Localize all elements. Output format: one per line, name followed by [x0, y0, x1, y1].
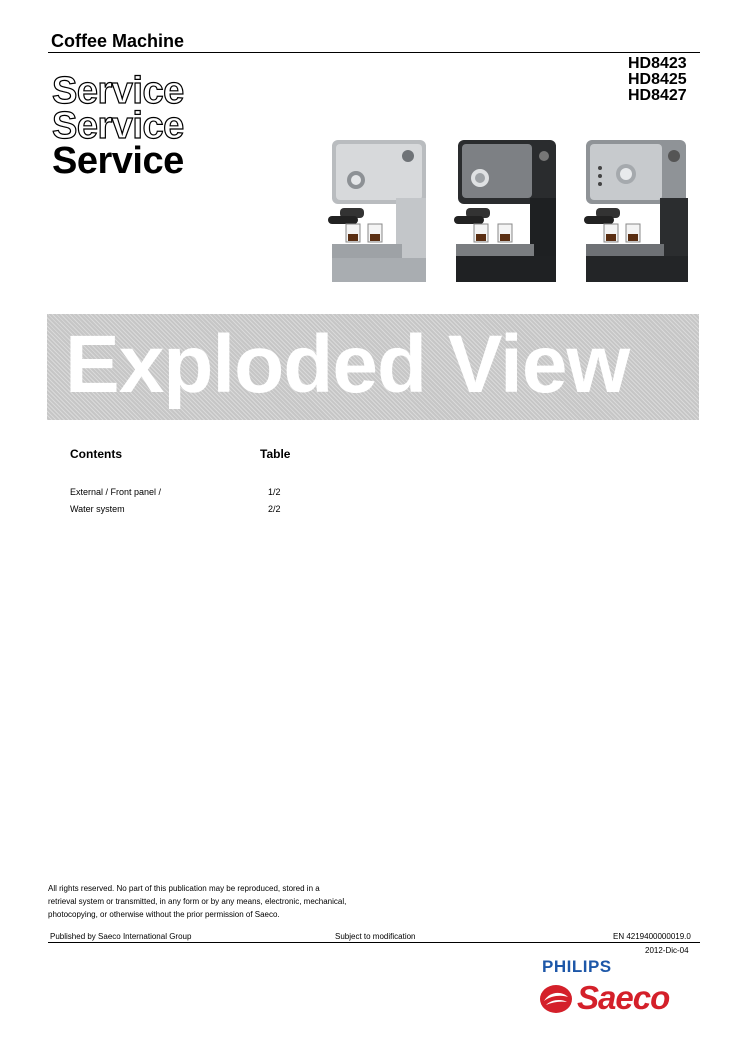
service-heading-outline: Service	[52, 105, 184, 147]
subject-to-modification: Subject to modification	[335, 932, 416, 941]
coffee-machine-steel-image	[580, 134, 702, 286]
rights-notice	[48, 882, 346, 921]
document-code: EN 4219400000019.0	[613, 932, 691, 941]
published-by: Published by Saeco International Group	[50, 932, 192, 941]
coffee-machine-black-image	[448, 134, 570, 286]
model-list	[628, 56, 687, 104]
table-heading: Table	[260, 447, 291, 461]
publication-date: 2012-Dic-04	[645, 946, 689, 955]
philips-logo: PHILIPS	[542, 957, 612, 976]
contents-row-page: 2/2	[268, 504, 281, 514]
footer-divider	[48, 942, 700, 943]
service-heading-outline: Service	[52, 70, 184, 112]
contents-row-label: Water system	[70, 504, 125, 514]
contents-heading: Contents	[70, 447, 122, 461]
header-divider	[48, 52, 700, 53]
model-number: HD8425	[628, 71, 687, 88]
coffee-machine-silver-image	[318, 134, 440, 286]
rights-line: All rights reserved. No part of this publication may be reproduced, stored in a	[48, 884, 320, 893]
contents-row-label: External / Front panel /	[70, 487, 162, 497]
document-title: Coffee Machine	[51, 31, 185, 51]
service-heading: Service	[52, 140, 184, 182]
product-photos	[318, 134, 700, 286]
rights-line: photocopying, or otherwise without the prior permission of Saeco.	[48, 910, 280, 919]
rights-line: retrieval system or transmitted, in any form or by any means, electronic, mechanical,	[48, 897, 347, 906]
saeco-swirl-icon	[538, 983, 574, 1015]
model-number: HD8427	[628, 87, 687, 104]
banner-title: Exploded View	[65, 319, 630, 410]
exploded-view-banner	[47, 314, 699, 420]
saeco-logo	[538, 979, 670, 1020]
model-number: HD8423	[628, 55, 687, 72]
contents-row-page: 1/2	[268, 487, 281, 497]
saeco-wordmark: Saeco	[577, 979, 670, 1016]
